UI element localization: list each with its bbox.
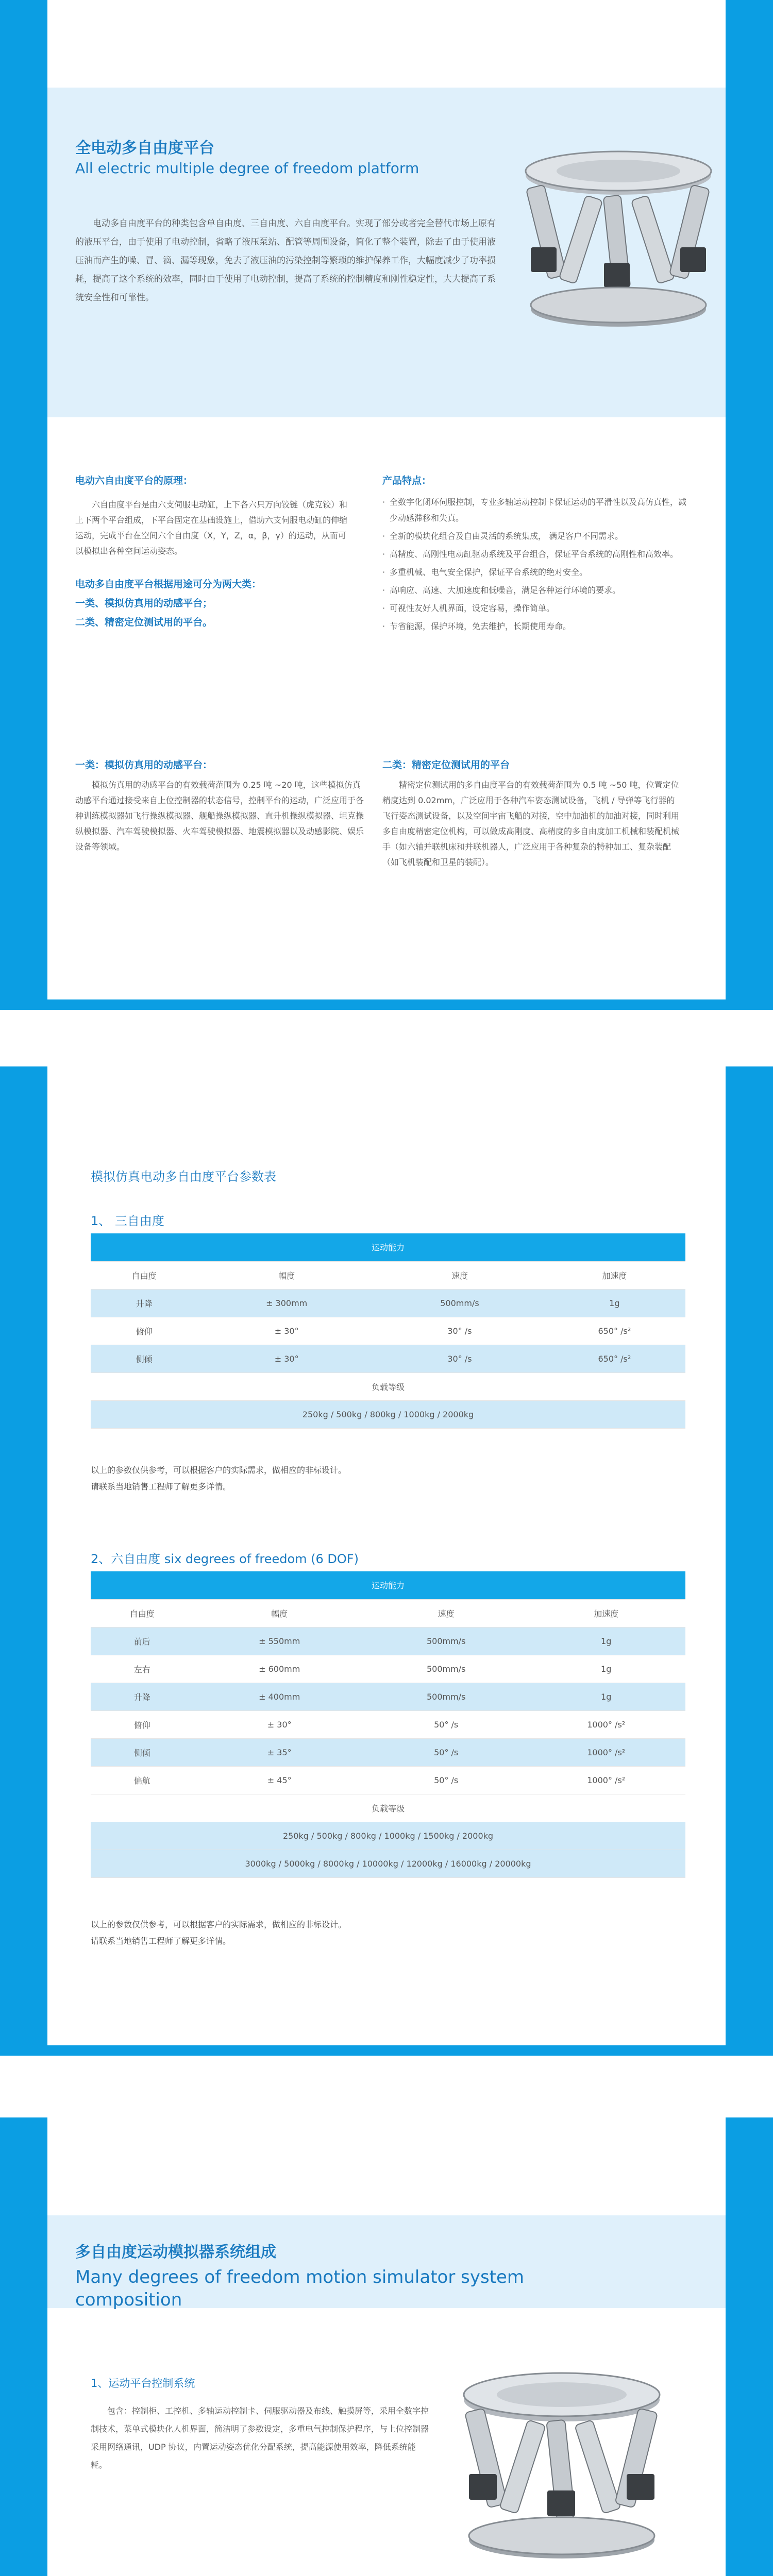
feature-item	[382, 546, 692, 562]
composition-title-en: Many degrees of freedom motion simulator system composition	[75, 2267, 525, 2310]
load-row	[91, 1822, 685, 1850]
class1-text: 模拟仿真用的动感平台的有效载荷范围为 0.25 吨 ~20 吨，这些模拟仿真动感平台通过接受来自上位控制器的状态信号，控制平台的运动，广泛应用于各种训练模拟器如飞行操纵模拟器、舰船操纵模拟器、直升机操纵模拟器、坦克操纵模拟器、汽车驾驶模拟器、火车驾驶模拟器、地震模拟器以及动感影院、娱乐设备等领域。	[75, 780, 364, 852]
column-header-cell: 自由度	[91, 1261, 197, 1289]
column-header-row	[91, 1599, 685, 1627]
table-row	[91, 1289, 685, 1317]
feature-item	[382, 494, 692, 526]
table-cell: ± 30°	[197, 1345, 376, 1372]
classify-item-2: 二类、精密定位测试用的平台。	[75, 617, 213, 628]
features-list	[382, 494, 692, 634]
table-cell: 30° /s	[376, 1317, 544, 1345]
table-cell: ± 600mm	[194, 1655, 365, 1683]
table-cell: ± 45°	[194, 1766, 365, 1794]
table-cell: ± 300mm	[197, 1289, 376, 1317]
table-cell: 500mm/s	[365, 1683, 527, 1710]
column-header-cell: 速度	[376, 1261, 544, 1289]
column-header-cell: 幅度	[194, 1599, 365, 1627]
features-title: 产品特点：	[382, 475, 432, 486]
table-cell: ± 550mm	[194, 1627, 365, 1655]
principle-block	[75, 473, 348, 629]
table-cell: 50° /s	[365, 1710, 527, 1738]
load-title-cell: 负载等级	[91, 1794, 685, 1822]
table-cell: ± 400mm	[194, 1683, 365, 1710]
hexapod-platform-image	[453, 2360, 670, 2566]
table-cell: ± 30°	[197, 1317, 376, 1345]
table-cell: 50° /s	[365, 1738, 527, 1766]
table-row	[91, 1683, 685, 1710]
bullet-icon: ·	[382, 497, 385, 507]
t3-table-wrap	[91, 1233, 685, 1429]
class1-block	[75, 757, 364, 855]
table-row	[91, 1738, 685, 1766]
table-cell: 升降	[91, 1289, 197, 1317]
feature-text: 高精度、高刚性电动缸驱动系统及平台组合，保证平台系统的高刚性和高效率。	[390, 549, 679, 559]
table-cell: 650° /s²	[544, 1345, 685, 1372]
table-cell: ± 35°	[194, 1738, 365, 1766]
classify-item-1: 一类、模拟仿真用的动感平台；	[75, 598, 213, 609]
hero-title-cn: 全电动多自由度平台	[75, 139, 214, 157]
feature-item	[382, 564, 692, 580]
principle-text: 六自由度平台是由六支伺服电动缸，上下各六只万向铰链（虎克铰）和上下两个平台组成，下平台固定在基础设施上，借助六支伺服电动缸的伸缩运动，完成平台在空间六个自由度（X，Y，Z，α，β，γ）的运动，从而可以模拟出各种空间运动姿态。	[75, 500, 348, 556]
table-header-cell: 运动能力	[91, 1571, 685, 1599]
feature-text: 高响应、高速、大加速度和低噪音，满足各种运行环境的要求。	[390, 585, 621, 595]
t3-note: 以上的参数仅供参考，可以根据客户的实际需求，做相应的非标设计。 请联系当地销售工程师了解更多详情。	[91, 1465, 347, 1492]
column-header-row	[91, 1261, 685, 1289]
load-title-row	[91, 1794, 685, 1822]
table-row	[91, 1317, 685, 1345]
table-cell: 偏航	[91, 1766, 194, 1794]
class2-text: 精密定位测试用的多自由度平台的有效载荷范围为 0.5 吨 ~50 吨，位置定位精度达到 0.02mm，广泛应用于各种汽车姿态测试设备，飞机 / 导弹等飞行器的飞行姿态测试设备，以及空间宇宙飞船的对接，空中加油机的加油对接，同时利用多自由度精密定位机构，可以做成高刚度、高精度的多自由度加工机械和装配机械手（如六轴并联机床和并联机器人，广泛应用于各种复杂的特种加工、复杂装配（如飞机装配和卫星的装配）。	[382, 780, 680, 867]
table-cell: 1g	[544, 1289, 685, 1317]
load-value-cell: 250kg / 500kg / 800kg / 1000kg / 2000kg	[91, 1400, 685, 1428]
t6-table-wrap	[91, 1571, 685, 1878]
table-cell: 侧倾	[91, 1345, 197, 1372]
column-header-cell: 加速度	[527, 1599, 685, 1627]
feature-item	[382, 600, 692, 616]
table-cell: 500mm/s	[365, 1627, 527, 1655]
composition-title-cn: 多自由度运动模拟器系统组成	[75, 2243, 276, 2261]
bullet-icon: ·	[382, 549, 385, 559]
load-value-cell: 250kg / 500kg / 800kg / 1000kg / 1500kg / 2000kg	[91, 1822, 685, 1850]
load-value-cell: 3000kg / 5000kg / 8000kg / 10000kg / 12000kg / 16000kg / 20000kg	[91, 1850, 685, 1877]
comp-item-1	[91, 2375, 431, 2474]
column-header-cell: 幅度	[197, 1261, 376, 1289]
load-row	[91, 1400, 685, 1428]
table-cell: 侧倾	[91, 1738, 194, 1766]
table-cell: 前后	[91, 1627, 194, 1655]
table-header-cell: 运动能力	[91, 1233, 685, 1261]
table-header-row	[91, 1233, 685, 1261]
table-cell: 50° /s	[365, 1766, 527, 1794]
composition-header	[47, 2215, 726, 2308]
t6-note: 以上的参数仅供参考，可以根据客户的实际需求，做相应的非标设计。 请联系当地销售工程师了解更多详情。	[91, 1920, 347, 1946]
table-row	[91, 1345, 685, 1372]
column-header-cell: 自由度	[91, 1599, 194, 1627]
table-row	[91, 1766, 685, 1794]
class1-title: 一类：模拟仿真用的动感平台：	[75, 759, 213, 771]
table-row	[91, 1710, 685, 1738]
table-cell: 俯仰	[91, 1317, 197, 1345]
t6-subtitle: 2、六自由度 six degrees of freedom (6 DOF)	[91, 1552, 359, 1566]
table-cell: 1g	[527, 1655, 685, 1683]
feature-text: 全数字化闭环伺服控制，专业多轴运动控制卡保证运动的平滑性以及高仿真性，减少动感滞移和失真。	[390, 497, 687, 523]
bullet-icon: ·	[382, 603, 385, 613]
params-title: 模拟仿真电动多自由度平台参数表	[91, 1170, 276, 1184]
bullet-icon: ·	[382, 531, 385, 541]
features-block	[382, 473, 692, 636]
table-cell: 1000° /s²	[527, 1766, 685, 1794]
hexapod-machine-image	[515, 139, 721, 335]
column-header-cell: 速度	[365, 1599, 527, 1627]
comp-item-1-title: 1、运动平台控制系统	[91, 2377, 195, 2389]
table-cell: 500mm/s	[376, 1289, 544, 1317]
table-cell: ± 30°	[194, 1710, 365, 1738]
table-row	[91, 1627, 685, 1655]
feature-text: 可视性友好人机界面，设定容易，操作简单。	[390, 603, 555, 613]
comp-item-1-text: 包含：控制柜、工控机、多轴运动控制卡、伺服驱动器及布线、触摸屏等，采用全数字控制技术，菜单式模块化人机界面，简洁明了参数设定，多重电气控制保护程序，与上位控制器采用网络通讯，UDP 协议，内置运动姿态优化分配系统，提高能源使用效率，降低系统能耗。	[91, 2406, 429, 2470]
table-cell: 1g	[527, 1683, 685, 1710]
feature-text: 多重机械、电气安全保护，保证平台系统的绝对安全。	[390, 567, 588, 577]
six-dof-table	[91, 1571, 685, 1878]
table-header-row	[91, 1571, 685, 1599]
table-cell: 1000° /s²	[527, 1738, 685, 1766]
load-title-row	[91, 1372, 685, 1400]
bullet-icon: ·	[382, 621, 385, 631]
hero-paragraph: 电动多自由度平台的种类包含单自由度、三自由度、六自由度平台。实现了部分或者完全替代市场上原有的液压平台，由于使用了电动控制，省略了液压泵站、配管等周围设备，简化了整个装置，除去了由于使用液压油而产生的噪、冒、滴、漏等现象，免去了液压油的污染控制等繁琐的维护保养工作，大幅度减少了功率损耗，提高了这个系统的效率，同时由于使用了电动控制，提高了系统的控制精度和刚性稳定性，大大提高了系统安全性和可靠性。	[75, 218, 496, 303]
table-row	[91, 1655, 685, 1683]
load-row	[91, 1850, 685, 1877]
class2-block	[382, 757, 681, 870]
table-cell: 俯仰	[91, 1710, 194, 1738]
feature-text: 全新的模块化组合及自由灵活的系统集成， 满足客户不同需求。	[390, 531, 624, 541]
feature-item	[382, 582, 692, 598]
load-title-cell: 负载等级	[91, 1372, 685, 1400]
table-cell: 30° /s	[376, 1345, 544, 1372]
feature-item	[382, 528, 692, 544]
bullet-icon: ·	[382, 567, 385, 577]
table-cell: 升降	[91, 1683, 194, 1710]
column-header-cell: 加速度	[544, 1261, 685, 1289]
feature-item	[382, 618, 692, 634]
table-cell: 650° /s²	[544, 1317, 685, 1345]
table-cell: 左右	[91, 1655, 194, 1683]
hero-title-en: All electric multiple degree of freedom platform	[75, 160, 419, 177]
three-dof-table	[91, 1233, 685, 1429]
class2-title: 二类：精密定位测试用的平台	[382, 759, 510, 771]
t3-subtitle: 1、 三自由度	[91, 1214, 164, 1228]
bullet-icon: ·	[382, 585, 385, 595]
classify-title: 电动多自由度平台根据用途可分为两大类：	[75, 579, 262, 590]
feature-text: 节省能源，保护环境，免去维护，长期使用寿命。	[390, 621, 572, 631]
table-cell: 1g	[527, 1627, 685, 1655]
table-cell: 500mm/s	[365, 1655, 527, 1683]
principle-title: 电动六自由度平台的原理：	[75, 475, 193, 486]
table-cell: 1000° /s²	[527, 1710, 685, 1738]
